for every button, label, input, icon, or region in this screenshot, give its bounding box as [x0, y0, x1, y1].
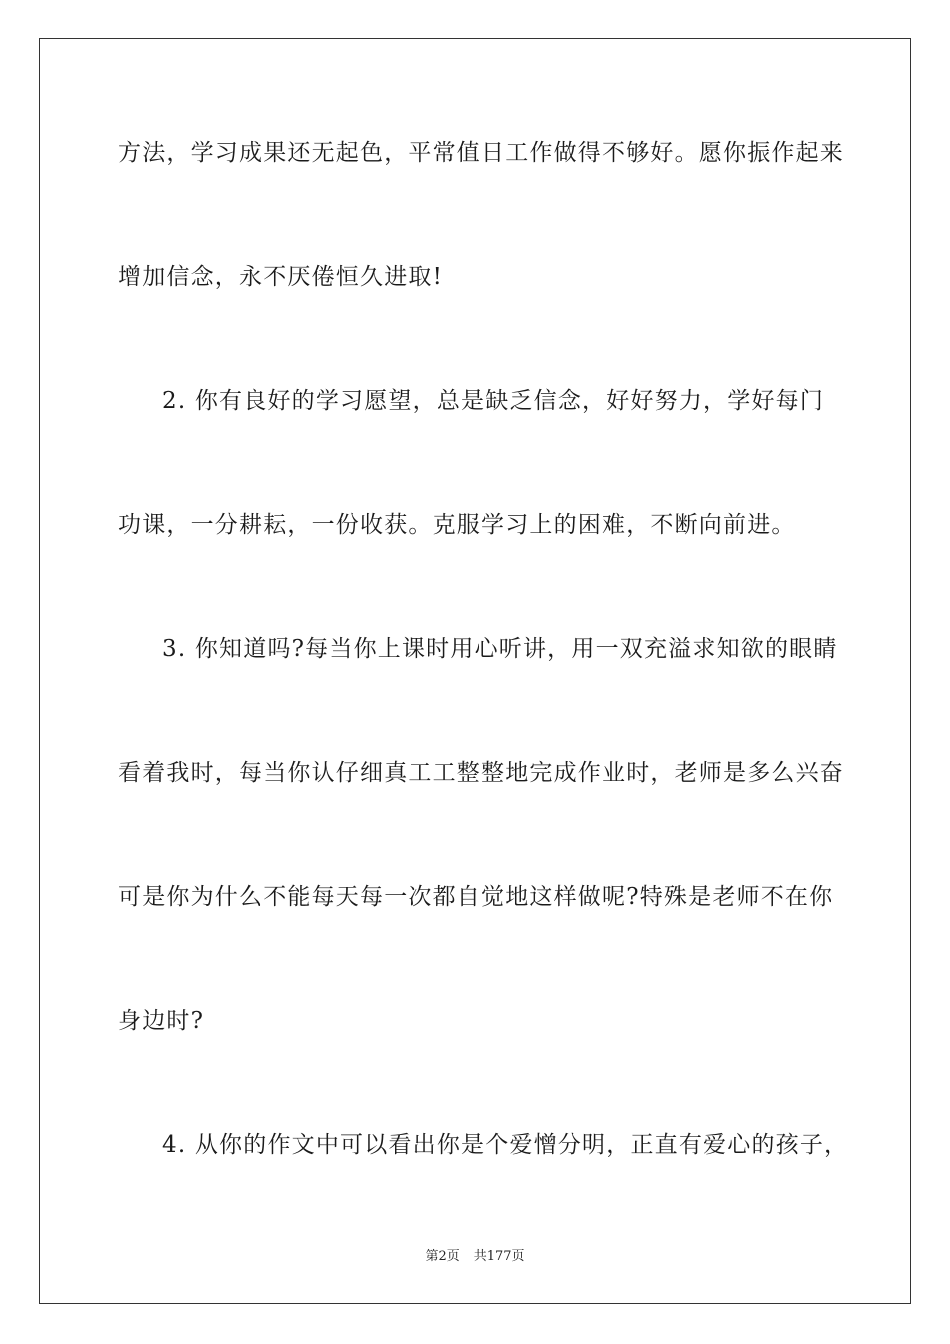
- text-line-4: 功课，一分耕耘，一份收获。克服学习上的困难，不断向前进。: [118, 512, 796, 538]
- text-line-1: 方法，学习成果还无起色，平常值日工作做得不够好。愿你振作起来: [118, 140, 844, 166]
- text-line-2: 增加信念，永不厌倦恒久进取!: [118, 264, 444, 290]
- text-line-3-item-2: 2. 你有良好的学习愿望，总是缺乏信念，好好努力，学好每门: [162, 388, 825, 414]
- text-line-9-item-4: 4. 从你的作文中可以看出你是个爱憎分明，正直有爱心的孩子，: [162, 1132, 849, 1158]
- text-line-5-item-3: 3. 你知道吗?每当你上课时用心听讲，用一双充溢求知欲的眼睛: [162, 636, 838, 662]
- page-number: 第2页: [425, 1249, 460, 1264]
- page-border: [39, 38, 911, 1304]
- text-line-8: 身边时?: [118, 1008, 205, 1034]
- text-line-6: 看着我时，每当你认仔细真工工整整地完成作业时，老师是多么兴奋: [118, 760, 844, 786]
- page-total: 共177页: [473, 1249, 525, 1264]
- text-line-7: 可是你为什么不能每天每一次都自觉地这样做呢?特殊是老师不在你: [118, 884, 834, 910]
- page-footer: [0, 1248, 950, 1266]
